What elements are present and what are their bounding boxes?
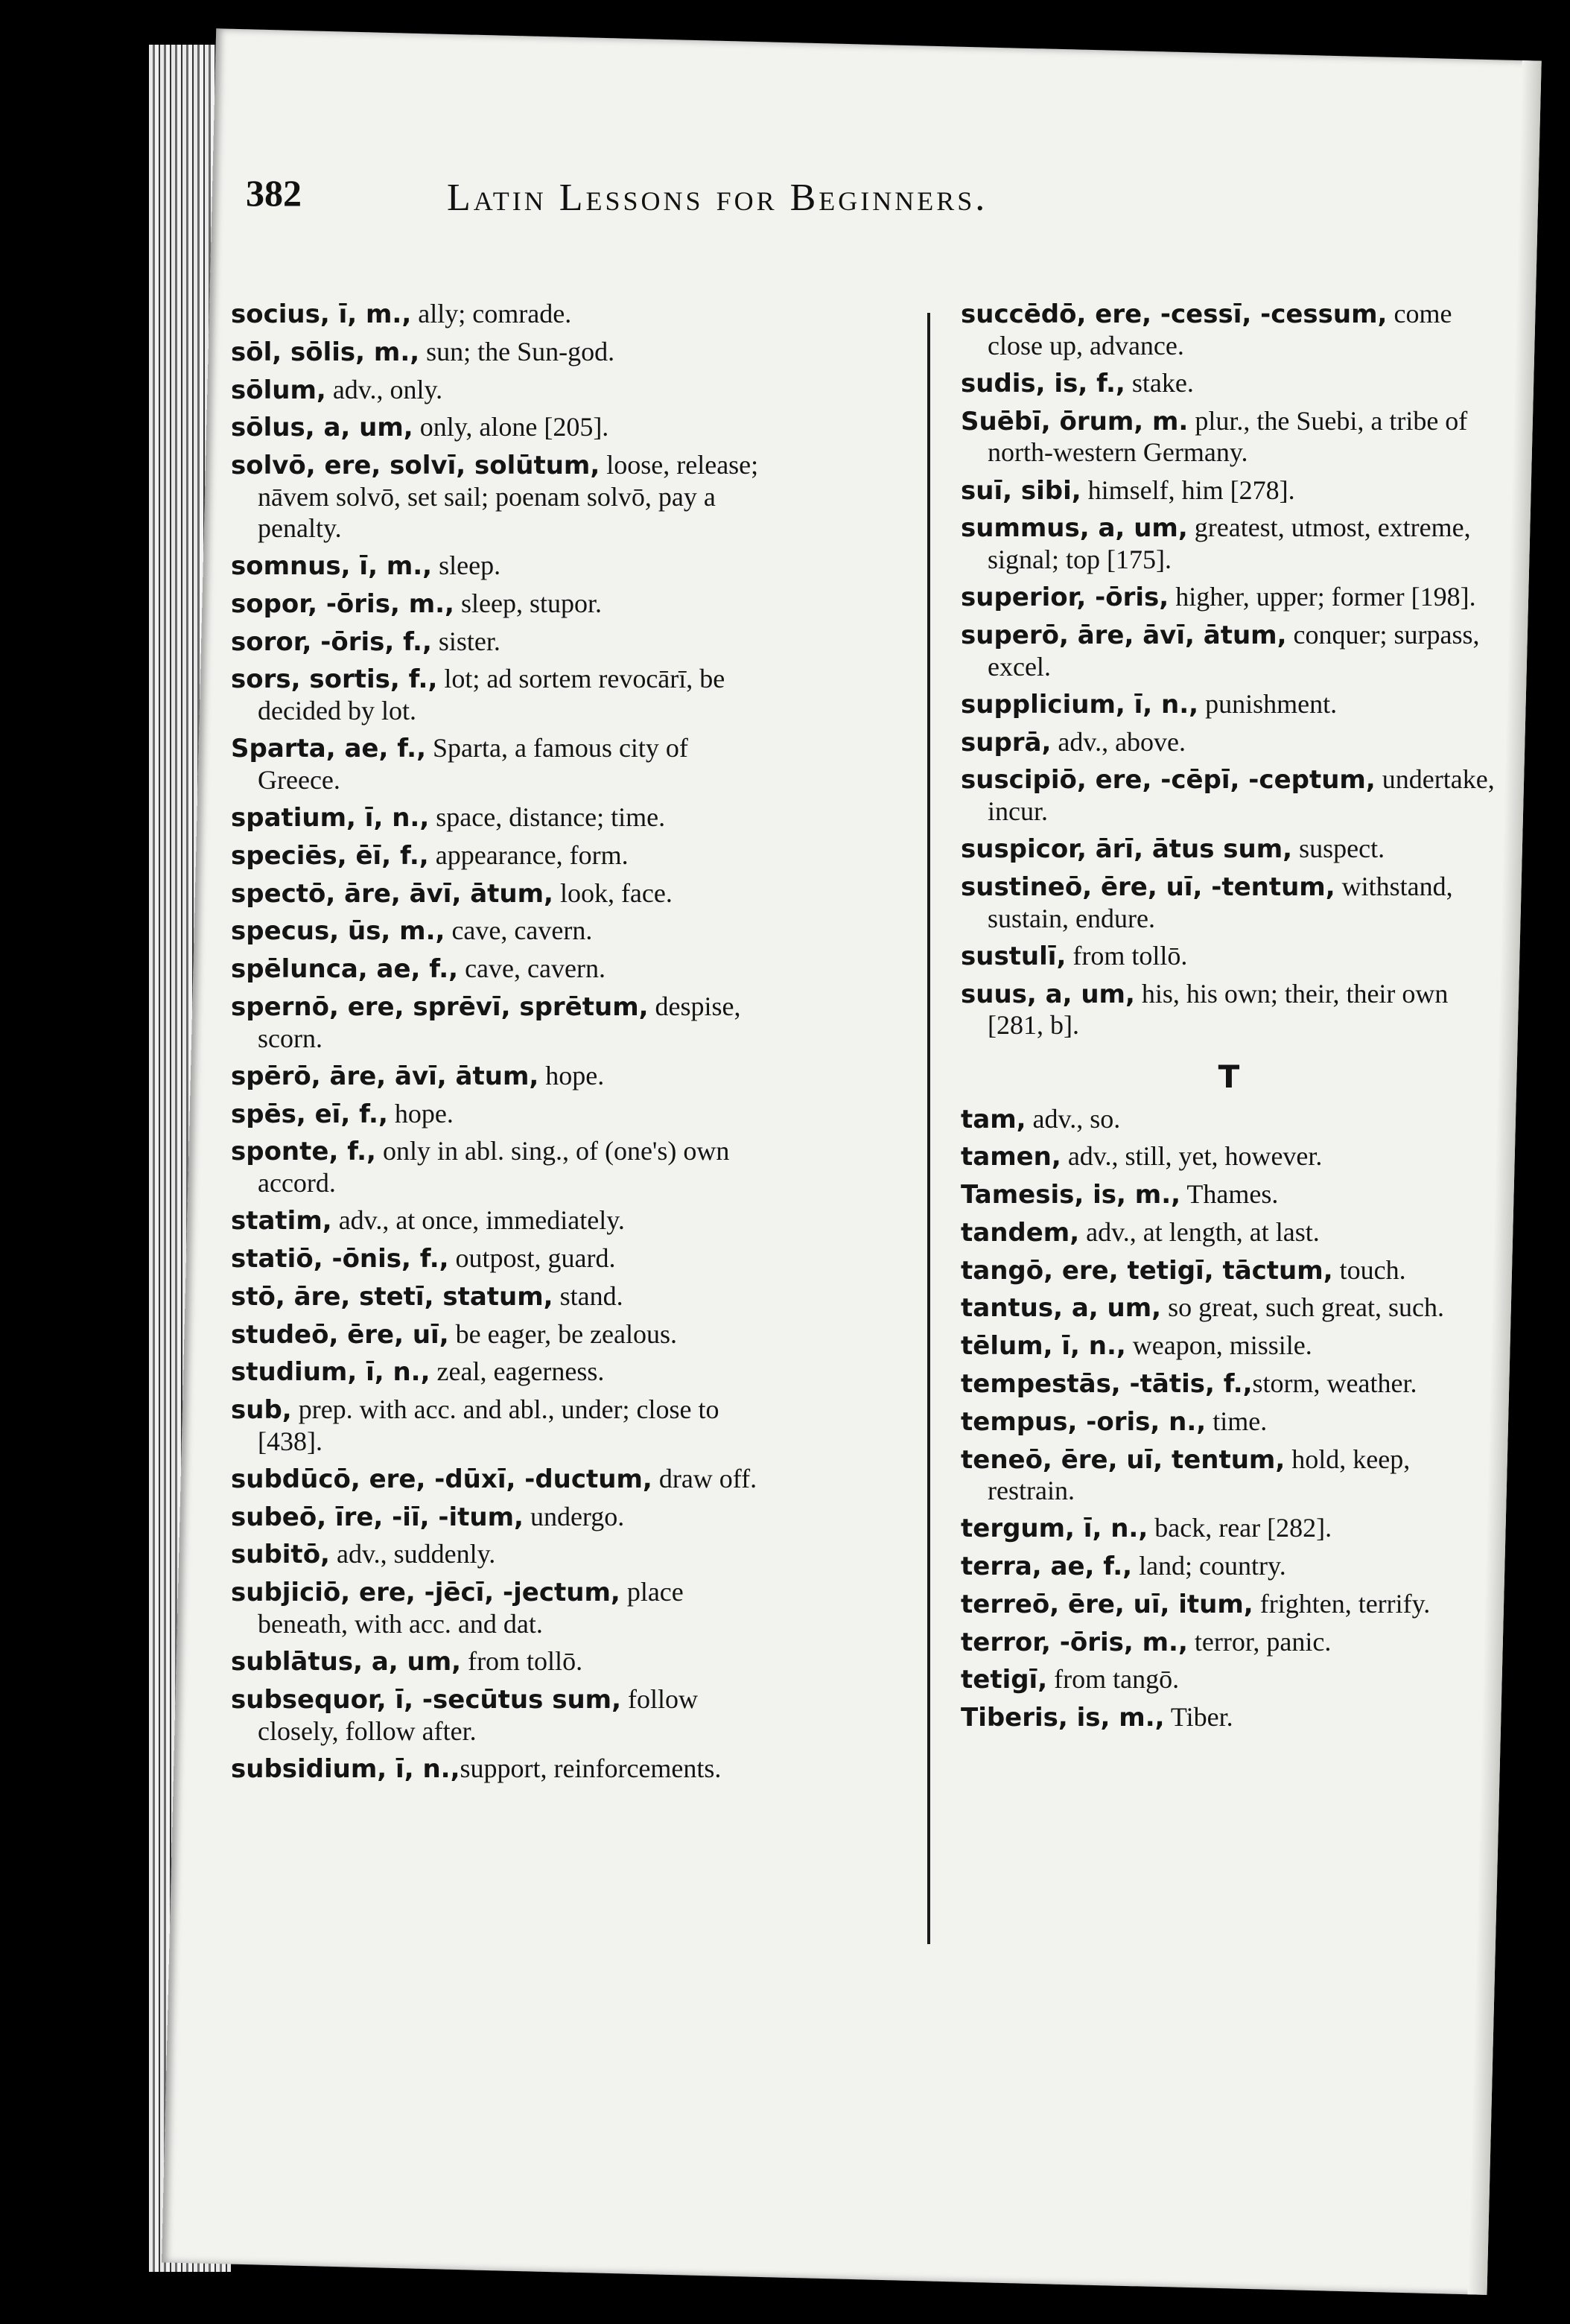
- entry-gloss: lot; ad sortem revocārī, be decided by lot.: [258, 664, 725, 726]
- entry-headword: suus, a, um,: [961, 979, 1135, 1009]
- entry-gloss: adv., suddenly.: [329, 1539, 496, 1569]
- page-title: Latin Lessons for Beginners.: [447, 177, 988, 219]
- entry-headword: sōl, sōlis, m.,: [231, 337, 420, 367]
- dictionary-entry: [961, 1292, 1497, 1324]
- entry-gloss: cave, cavern.: [458, 953, 606, 984]
- dictionary-entry: [961, 1406, 1497, 1438]
- dictionary-entry: [961, 688, 1497, 720]
- entry-gloss: Thames.: [1180, 1179, 1279, 1210]
- entry-headword: Tamesis, is, m.,: [961, 1180, 1181, 1210]
- entry-headword: sustulī,: [961, 941, 1067, 971]
- entry-headword: tandem,: [961, 1217, 1080, 1248]
- dictionary-entry: [231, 1318, 767, 1350]
- entry-gloss: hope.: [538, 1060, 605, 1090]
- dictionary-entry: [961, 405, 1497, 469]
- entry-headword: summus, a, um,: [961, 513, 1188, 544]
- dictionary-entry: [231, 991, 767, 1054]
- entry-gloss: himself, him [278].: [1081, 474, 1295, 505]
- entry-gloss: stand.: [553, 1280, 623, 1311]
- dictionary-entry: [231, 877, 767, 909]
- right-column: [961, 298, 1497, 1739]
- entry-headword: terreō, ēre, uī, itum,: [961, 1589, 1253, 1619]
- entry-gloss: zeal, eagerness.: [430, 1356, 605, 1387]
- dictionary-entry: [961, 1626, 1497, 1658]
- entry-headword: statiō, -ōnis, f.,: [231, 1243, 449, 1274]
- dictionary-entry: [231, 411, 767, 443]
- entry-gloss: adv., only.: [325, 374, 443, 404]
- entry-gloss: greatest, utmost, extreme, signal; top [175].: [988, 512, 1471, 575]
- entry-gloss: undergo.: [523, 1501, 625, 1531]
- dictionary-entry: [231, 336, 767, 368]
- entry-gloss: Sparta, a famous city of Greece.: [258, 733, 688, 795]
- entry-headword: specus, ūs, m.,: [231, 916, 445, 947]
- entry-gloss: adv., above.: [1051, 726, 1186, 757]
- entry-gloss: only in abl. sing., of (one's) own accord.: [258, 1136, 730, 1198]
- dictionary-entry: [961, 940, 1497, 972]
- entry-headword: suspicor, ārī, ātus sum,: [961, 834, 1293, 865]
- dictionary-entry: [231, 839, 767, 872]
- entry-gloss: support, reinforcements.: [460, 1753, 722, 1783]
- entry-gloss: time.: [1206, 1406, 1268, 1436]
- entry-gloss: outpost, guard.: [448, 1242, 616, 1273]
- dictionary-entry: [961, 763, 1497, 827]
- entry-headword: socius, ī, m.,: [231, 299, 412, 329]
- entry-gloss: Tiber.: [1164, 1702, 1233, 1733]
- right-column-t-entries: [961, 1103, 1497, 1733]
- column-divider: [927, 313, 930, 1944]
- entry-headword: studium, ī, n.,: [231, 1357, 430, 1388]
- entry-headword: studeō, ēre, uī,: [231, 1319, 449, 1350]
- entry-headword: subsidium, ī, n.,: [231, 1753, 460, 1784]
- dictionary-entry: [961, 367, 1497, 399]
- entry-gloss: look, face.: [553, 877, 673, 908]
- dictionary-entry: [961, 1588, 1497, 1620]
- entry-gloss: only, alone [205].: [413, 412, 609, 442]
- entry-headword: sub,: [231, 1395, 292, 1426]
- entry-headword: solvō, ere, solvī, solūtum,: [231, 451, 600, 481]
- dictionary-entry: [231, 374, 767, 406]
- dictionary-entry: [231, 1280, 767, 1312]
- entry-headword: sōlus, a, um,: [231, 413, 413, 443]
- entry-gloss: so great, such great, such.: [1161, 1292, 1444, 1323]
- dictionary-entry: [231, 1683, 767, 1747]
- entry-headword: tergum, ī, n.,: [961, 1514, 1148, 1544]
- dictionary-entry: [231, 550, 767, 582]
- entry-headword: tangō, ere, tetigī, tāctum,: [961, 1255, 1333, 1286]
- entry-headword: spectō, āre, āvī, ātum,: [231, 878, 553, 909]
- dictionary-entry: [961, 1178, 1497, 1210]
- entry-headword: suī, sibi,: [961, 475, 1081, 506]
- dictionary-entry: [961, 298, 1497, 361]
- entry-gloss: punishment.: [1198, 688, 1338, 719]
- entry-headword: statim,: [231, 1206, 332, 1236]
- dictionary-entry: [231, 953, 767, 985]
- entry-headword: succēdō, ere, -cessī, -cessum,: [961, 299, 1388, 329]
- dictionary-entry: [961, 978, 1497, 1041]
- entry-headword: teneō, ēre, uī, tentum,: [961, 1444, 1285, 1475]
- dictionary-entry: [231, 1356, 767, 1388]
- dictionary-entry: [231, 732, 767, 796]
- dictionary-entry: [231, 1576, 767, 1639]
- dictionary-entry: [961, 581, 1497, 613]
- entry-gloss: storm, weather.: [1252, 1368, 1417, 1398]
- entry-headword: tempus, -oris, n.,: [961, 1406, 1207, 1437]
- entry-headword: stō, āre, stetī, statum,: [231, 1281, 553, 1312]
- entry-headword: sublātus, a, um,: [231, 1647, 462, 1677]
- entry-gloss: undertake, incur.: [988, 764, 1495, 827]
- entry-headword: spērō, āre, āvī, ātum,: [231, 1061, 539, 1091]
- dictionary-entry: [961, 1550, 1497, 1582]
- entry-gloss: from tangō.: [1047, 1664, 1180, 1695]
- entry-headword: spēlunca, ae, f.,: [231, 954, 459, 985]
- dictionary-entry: [231, 1098, 767, 1130]
- entry-gloss: land; country.: [1132, 1551, 1286, 1581]
- dictionary-entry: [231, 1753, 767, 1785]
- entry-headword: sors, sortis, f.,: [231, 664, 438, 695]
- entry-gloss: follow closely, follow after.: [258, 1683, 698, 1746]
- dictionary-entry: [961, 619, 1497, 682]
- entry-gloss: terror, panic.: [1187, 1626, 1332, 1657]
- entry-headword: Sparta, ae, f.,: [231, 734, 427, 764]
- entry-headword: subeō, īre, -iī, -itum,: [231, 1502, 524, 1532]
- entry-headword: tam,: [961, 1104, 1026, 1134]
- entry-headword: spernō, ere, sprēvī, sprētum,: [231, 991, 649, 1022]
- entry-headword: soror, -ōris, f.,: [231, 626, 432, 657]
- letter-heading-t: T: [1218, 1058, 1240, 1096]
- dictionary-entry: [231, 1501, 767, 1533]
- dictionary-entry: [231, 1242, 767, 1274]
- entry-headword: superō, āre, āvī, ātum,: [961, 620, 1287, 650]
- entry-headword: superior, -ōris,: [961, 582, 1169, 613]
- dictionary-entry: [961, 1663, 1497, 1695]
- entry-headword: terror, -ōris, m.,: [961, 1627, 1188, 1657]
- entry-headword: Tiberis, is, m.,: [961, 1703, 1165, 1733]
- entry-gloss: higher, upper; former [198].: [1169, 582, 1476, 612]
- dictionary-entry: [961, 1140, 1497, 1172]
- dictionary-entry: [231, 1463, 767, 1495]
- entry-gloss: cave, cavern.: [445, 915, 593, 946]
- entry-headword: tetigī,: [961, 1665, 1048, 1695]
- entry-gloss: appearance, form.: [428, 839, 629, 870]
- entry-gloss: sleep.: [432, 550, 501, 581]
- dictionary-entry: [231, 1204, 767, 1236]
- entry-gloss: prep. with acc. and abl., under; close to [438].: [258, 1394, 719, 1456]
- dictionary-entry: [961, 512, 1497, 575]
- entry-headword: sōlum,: [231, 375, 326, 405]
- dictionary-entry: [231, 1538, 767, 1570]
- dictionary-entry: [961, 833, 1497, 865]
- entry-gloss: space, distance; time.: [429, 802, 666, 833]
- entry-gloss: back, rear [282].: [1148, 1513, 1332, 1543]
- dictionary-entry: [231, 801, 767, 834]
- entry-gloss: withstand, sustain, endure.: [988, 871, 1453, 933]
- dictionary-entry: [961, 1254, 1497, 1286]
- entry-gloss: frighten, terrify.: [1253, 1588, 1431, 1619]
- entry-gloss: despise, scorn.: [258, 991, 741, 1053]
- dictionary-entry: [961, 1368, 1497, 1400]
- dictionary-entry: [231, 1645, 767, 1677]
- entry-gloss: adv., still, yet, however.: [1061, 1141, 1323, 1172]
- entry-gloss: adv., at length, at last.: [1079, 1216, 1320, 1247]
- dictionary-entry: [961, 1103, 1497, 1135]
- entry-headword: subdūcō, ere, -dūxī, -ductum,: [231, 1464, 652, 1494]
- dictionary-entry: [231, 449, 767, 544]
- entry-gloss: sleep, stupor.: [454, 588, 602, 618]
- dictionary-entry: [961, 474, 1497, 507]
- entry-headword: sustineō, ēre, uī, -tentum,: [961, 872, 1335, 902]
- dictionary-entry: [961, 871, 1497, 934]
- right-column-s-entries: [961, 298, 1497, 1041]
- entry-gloss: adv., at once, immediately.: [331, 1205, 625, 1236]
- entry-headword: sudis, is, f.,: [961, 368, 1125, 399]
- entry-gloss: hold, keep, restrain.: [988, 1444, 1411, 1506]
- entry-gloss: place beneath, with acc. and dat.: [258, 1577, 684, 1639]
- entry-gloss: weapon, missile.: [1125, 1330, 1312, 1361]
- dictionary-entry: [961, 1701, 1497, 1733]
- entry-gloss: from tollō.: [1066, 940, 1188, 971]
- entry-gloss: suspect.: [1292, 834, 1385, 864]
- entry-headword: subsequor, ī, -secūtus sum,: [231, 1684, 621, 1715]
- dictionary-entry: [961, 1216, 1497, 1248]
- entry-headword: tantus, a, um,: [961, 1293, 1162, 1324]
- entry-gloss: from tollō.: [461, 1646, 583, 1677]
- dictionary-entry: [231, 626, 767, 658]
- dictionary-entry: [961, 1444, 1497, 1507]
- entry-gloss: sun; the Sun-god.: [419, 336, 615, 366]
- entry-headword: suprā,: [961, 727, 1052, 758]
- entry-gloss: be eager, be zealous.: [448, 1318, 678, 1349]
- entry-headword: tempestās, -tātis, f.,: [961, 1368, 1253, 1399]
- dictionary-entry: [231, 588, 767, 620]
- entry-gloss: ally; comrade.: [411, 299, 572, 328]
- entry-headword: tēlum, ī, n.,: [961, 1331, 1126, 1362]
- entry-headword: subitō,: [231, 1540, 330, 1570]
- dictionary-entry: [231, 1394, 767, 1457]
- entry-headword: Suēbī, ōrum, m.: [961, 406, 1189, 436]
- entry-headword: subjiciō, ere, -jēcī, -jectum,: [231, 1578, 620, 1608]
- dictionary-entry: [961, 726, 1497, 758]
- dictionary-entry: [231, 1135, 767, 1198]
- entry-headword: spēs, eī, f.,: [231, 1099, 388, 1129]
- dictionary-entry: [961, 1330, 1497, 1362]
- entry-gloss: come close up, advance.: [988, 299, 1452, 361]
- entry-headword: speciēs, ēī, f.,: [231, 840, 429, 871]
- entry-gloss: hope.: [387, 1098, 454, 1128]
- entry-gloss: plur., the Suebi, a tribe of north-western Germany.: [988, 405, 1468, 468]
- entry-gloss: draw off.: [652, 1463, 757, 1493]
- running-head: [246, 171, 1437, 261]
- left-column: [231, 298, 767, 1790]
- entry-gloss: loose, release; nāvem solvō, set sail; poenam solvō, pay a penalty.: [258, 450, 759, 543]
- entry-headword: tamen,: [961, 1142, 1061, 1172]
- page-number: 382: [246, 172, 302, 214]
- entry-gloss: adv., so.: [1026, 1103, 1121, 1134]
- dictionary-entry: [231, 298, 767, 330]
- entry-headword: supplicium, ī, n.,: [961, 689, 1199, 720]
- dictionary-entry: [961, 1512, 1497, 1544]
- dictionary-entry: [231, 1060, 767, 1092]
- entry-headword: somnus, ī, m.,: [231, 551, 433, 582]
- entry-headword: terra, ae, f.,: [961, 1552, 1133, 1582]
- dictionary-entry: [231, 663, 767, 726]
- entry-headword: sopor, -ōris, m.,: [231, 588, 454, 619]
- entry-gloss: stake.: [1125, 367, 1194, 398]
- dictionary-entry: [231, 915, 767, 947]
- entry-gloss: touch.: [1332, 1254, 1406, 1285]
- entry-headword: suscipiō, ere, -cēpī, -ceptum,: [961, 765, 1376, 796]
- entry-headword: sponte, f.,: [231, 1137, 376, 1167]
- entry-gloss: conquer; surpass, excel.: [988, 619, 1480, 682]
- entry-headword: spatium, ī, n.,: [231, 803, 430, 834]
- entry-gloss: his, his own; their, their own [281, b].: [988, 978, 1449, 1041]
- entry-gloss: sister.: [431, 626, 500, 656]
